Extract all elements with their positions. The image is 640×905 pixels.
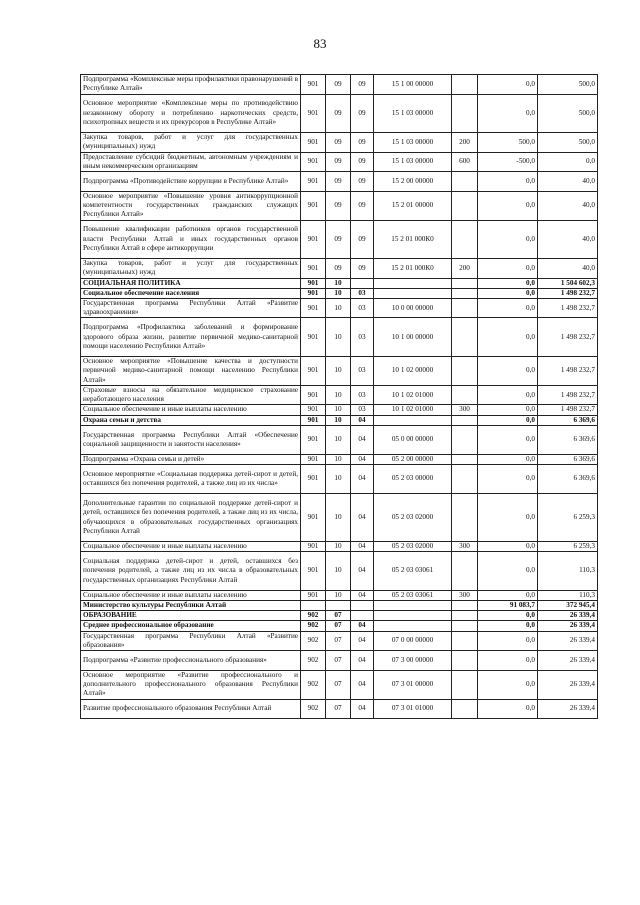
amount-total: 26 339,4 (538, 621, 598, 631)
amount-total: 40,0 (538, 172, 598, 192)
table-row (81, 631, 598, 651)
ministry-code: 901 (301, 133, 326, 153)
subsection-code: 04 (351, 699, 374, 719)
row-name: Закупка товаров, работ и услуг для государственных (муниципальных) нужд (81, 259, 301, 279)
ministry-code: 901 (301, 356, 326, 385)
target-item-code (374, 601, 452, 611)
target-item-code: 07 3 00 00000 (374, 651, 452, 671)
row-name: Государственная программа Республики Алтай «Обеспечение социальной защищенности и занятости населения» (81, 425, 301, 454)
row-name: Основное мероприятие «Комплексные меры по противодействию незаконному обороту и потреблению наркотических средств, психотропных веществ и их прекурсоров в Республике Алтай» (81, 94, 301, 133)
ministry-code: 901 (301, 454, 326, 464)
target-item-code: 15 2 01 00000 (374, 191, 452, 220)
amount-total: 26 339,4 (538, 651, 598, 671)
subsection-code: 04 (351, 542, 374, 552)
amount-change: 0,0 (478, 552, 538, 591)
section-code: 09 (326, 152, 351, 172)
row-name: Дополнительные гарантии по социальной поддержке детей-сирот и детей, оставшихся без попечения родителей, а также лиц из их числа, обучающихся в образовательных государственных организациях Республики Алтай (81, 494, 301, 542)
section-code: 09 (326, 172, 351, 192)
target-item-code (374, 278, 452, 288)
expense-type-code (452, 425, 478, 454)
ministry-code: 902 (301, 631, 326, 651)
target-item-code: 15 1 03 00000 (374, 94, 452, 133)
amount-change: 0,0 (478, 699, 538, 719)
amount-change: 0,0 (478, 651, 538, 671)
expense-type-code (452, 172, 478, 192)
subsection-code: 04 (351, 465, 374, 494)
amount-total: 372 945,4 (538, 601, 598, 611)
table-row (81, 318, 598, 357)
section-code: 09 (326, 94, 351, 133)
table-row (81, 494, 598, 542)
expense-type-code (452, 385, 478, 405)
table-row (81, 542, 598, 552)
row-name: СОЦИАЛЬНАЯ ПОЛИТИКА (81, 278, 301, 288)
section-code: 10 (326, 298, 351, 318)
table-row (81, 94, 598, 133)
amount-total: 1 504 602,3 (538, 278, 598, 288)
section-code: 10 (326, 385, 351, 405)
ministry-code: 901 (301, 94, 326, 133)
amount-change: 0,0 (478, 465, 538, 494)
subsection-code: 04 (351, 621, 374, 631)
row-name: Государственная программа Республики Алтай «Развитие образования» (81, 631, 301, 651)
ministry-code: 902 (301, 699, 326, 719)
ministry-code: 901 (301, 278, 326, 288)
row-name: Основное мероприятие «Социальная поддержка детей-сирот и детей, оставшихся без попечения родителей, а также лиц из их числа» (81, 465, 301, 494)
row-name: Повышение квалификации работников органов государственной власти Республики Алтай и иных государственных органов Республики Алтай в сфере антикоррупции (81, 220, 301, 259)
target-item-code: 05 0 00 00000 (374, 425, 452, 454)
section-code: 10 (326, 288, 351, 298)
amount-change: 0,0 (478, 542, 538, 552)
amount-total: 110,3 (538, 552, 598, 591)
target-item-code (374, 415, 452, 425)
subsection-code: 09 (351, 191, 374, 220)
subsection-code: 03 (351, 356, 374, 385)
table-row (81, 552, 598, 591)
amount-change: 0,0 (478, 356, 538, 385)
subsection-code: 09 (351, 220, 374, 259)
ministry-code: 901 (301, 220, 326, 259)
amount-total: 40,0 (538, 220, 598, 259)
section-code: 10 (326, 405, 351, 415)
target-item-code: 15 1 00 00000 (374, 75, 452, 95)
expense-type-code (452, 278, 478, 288)
section-code: 10 (326, 318, 351, 357)
target-item-code: 05 2 00 00000 (374, 454, 452, 464)
row-name: ОБРАЗОВАНИЕ (81, 611, 301, 621)
target-item-code: 05 2 03 02000 (374, 542, 452, 552)
row-name: Социальное обеспечение и иные выплаты населению (81, 542, 301, 552)
amount-change: 0,0 (478, 415, 538, 425)
ministry-code: 902 (301, 651, 326, 671)
expense-type-code (452, 415, 478, 425)
table-row (81, 601, 598, 611)
amount-total: 1 498 232,7 (538, 288, 598, 298)
amount-total: 40,0 (538, 191, 598, 220)
table-row (81, 75, 598, 95)
ministry-code: 901 (301, 552, 326, 591)
ministry-code: 901 (301, 494, 326, 542)
subsection-code (351, 611, 374, 621)
target-item-code (374, 288, 452, 298)
ministry-code: 901 (301, 75, 326, 95)
amount-change: 0,0 (478, 288, 538, 298)
section-code: 09 (326, 133, 351, 153)
subsection-code: 04 (351, 425, 374, 454)
row-name: Основное мероприятие «Повышение уровня антикоррупционной компетентности государственных гражданских служащих Республики Алтай» (81, 191, 301, 220)
row-name: Социальное обеспечение и иные выплаты населению (81, 590, 301, 600)
amount-change: 0,0 (478, 621, 538, 631)
row-name: Предоставление субсидий бюджетным, автономным учреждениям и иным некоммерческим организациям (81, 152, 301, 172)
amount-change: 0,0 (478, 220, 538, 259)
ministry-code: 902 (301, 611, 326, 621)
target-item-code: 07 3 01 00000 (374, 670, 452, 699)
expense-type-code (452, 191, 478, 220)
amount-change: 0,0 (478, 454, 538, 464)
table-row (81, 259, 598, 279)
amount-total: 110,3 (538, 590, 598, 600)
amount-change: 0,0 (478, 298, 538, 318)
amount-change: 91 083,7 (478, 601, 538, 611)
row-name: Подпрограмма «Противодействие коррупции в Республике Алтай» (81, 172, 301, 192)
ministry-code: 901 (301, 259, 326, 279)
table-row (81, 465, 598, 494)
ministry-code: 901 (301, 172, 326, 192)
section-code: 07 (326, 651, 351, 671)
table-row (81, 590, 598, 600)
amount-total: 6 369,6 (538, 425, 598, 454)
expense-type-code (452, 552, 478, 591)
target-item-code (374, 611, 452, 621)
section-code: 07 (326, 611, 351, 621)
expense-type-code (452, 621, 478, 631)
section-code: 10 (326, 278, 351, 288)
amount-change: -500,0 (478, 152, 538, 172)
row-name: Подпрограмма «Развитие профессионального образования» (81, 651, 301, 671)
expense-type-code: 300 (452, 542, 478, 552)
ministry-code: 901 (301, 465, 326, 494)
expense-type-code (452, 601, 478, 611)
amount-change: 0,0 (478, 670, 538, 699)
row-name: Охрана семьи и детства (81, 415, 301, 425)
subsection-code: 03 (351, 298, 374, 318)
ministry-code: 901 (301, 318, 326, 357)
table-row (81, 133, 598, 153)
ministry-code: 902 (301, 621, 326, 631)
ministry-code: 901 (301, 590, 326, 600)
row-name: Среднее профессиональное образование (81, 621, 301, 631)
expense-type-code (452, 288, 478, 298)
ministry-code: 901 (301, 415, 326, 425)
ministry-code: 901 (301, 191, 326, 220)
amount-change: 0,0 (478, 318, 538, 357)
expense-type-code (452, 631, 478, 651)
amount-change: 0,0 (478, 191, 538, 220)
amount-change: 0,0 (478, 494, 538, 542)
ministry-code: 901 (301, 425, 326, 454)
amount-total: 6 369,6 (538, 415, 598, 425)
amount-change: 0,0 (478, 590, 538, 600)
row-name: Министерство культуры Республики Алтай (81, 601, 301, 611)
target-item-code: 15 2 00 00000 (374, 172, 452, 192)
target-item-code: 10 1 02 01000 (374, 385, 452, 405)
section-code: 10 (326, 590, 351, 600)
expense-type-code (452, 494, 478, 542)
section-code: 10 (326, 542, 351, 552)
section-code: 07 (326, 621, 351, 631)
table-row (81, 288, 598, 298)
section-code: 09 (326, 75, 351, 95)
ministry-code: 901 (301, 385, 326, 405)
ministry-code: 901 (301, 542, 326, 552)
amount-total: 1 498 232,7 (538, 385, 598, 405)
amount-change: 0,0 (478, 172, 538, 192)
section-code: 09 (326, 220, 351, 259)
table-row (81, 152, 598, 172)
amount-change: 0,0 (478, 611, 538, 621)
subsection-code: 04 (351, 552, 374, 591)
subsection-code: 03 (351, 405, 374, 415)
section-code: 10 (326, 356, 351, 385)
table-row (81, 611, 598, 621)
subsection-code: 04 (351, 670, 374, 699)
amount-total: 1 498 232,7 (538, 298, 598, 318)
amount-total: 1 498 232,7 (538, 318, 598, 357)
subsection-code: 04 (351, 651, 374, 671)
target-item-code: 07 3 01 01000 (374, 699, 452, 719)
row-name: Подпрограмма «Комплексные меры профилактики правонарушений в Республике Алтай» (81, 75, 301, 95)
table-row (81, 278, 598, 288)
target-item-code: 15 1 03 00000 (374, 152, 452, 172)
section-code: 10 (326, 552, 351, 591)
table-row (81, 454, 598, 464)
expense-type-code: 300 (452, 405, 478, 415)
row-name: Социальное обеспечение и иные выплаты населению (81, 405, 301, 415)
ministry-code: 901 (301, 288, 326, 298)
subsection-code: 09 (351, 259, 374, 279)
amount-total: 500,0 (538, 133, 598, 153)
row-name: Социальное обеспечение населения (81, 288, 301, 298)
row-name: Закупка товаров, работ и услуг для государственных (муниципальных) нужд (81, 133, 301, 153)
section-code: 09 (326, 191, 351, 220)
amount-total: 40,0 (538, 259, 598, 279)
row-name: Государственная программа Республики Алтай «Развитие здравоохранения» (81, 298, 301, 318)
target-item-code: 15 2 01 000К0 (374, 259, 452, 279)
subsection-code: 04 (351, 590, 374, 600)
expense-type-code (452, 699, 478, 719)
section-code: 10 (326, 454, 351, 464)
target-item-code: 07 0 00 00000 (374, 631, 452, 651)
table-row (81, 670, 598, 699)
target-item-code: 10 1 00 00000 (374, 318, 452, 357)
subsection-code: 09 (351, 133, 374, 153)
section-code: 10 (326, 494, 351, 542)
ministry-code: 901 (301, 298, 326, 318)
expense-type-code (452, 651, 478, 671)
table-row (81, 651, 598, 671)
row-name: Социальная поддержка детей-сирот и детей, оставшихся без попечения родителей, а также лиц из их числа в образовательных государственных организациях Республики Алтай (81, 552, 301, 591)
target-item-code: 05 2 03 02000 (374, 494, 452, 542)
table-row (81, 699, 598, 719)
expense-type-code (452, 318, 478, 357)
target-item-code: 05 2 03 03061 (374, 590, 452, 600)
amount-change: 0,0 (478, 75, 538, 95)
subsection-code: 09 (351, 94, 374, 133)
ministry-code: 901 (301, 152, 326, 172)
subsection-code: 04 (351, 631, 374, 651)
amount-total: 6 259,3 (538, 494, 598, 542)
amount-total: 0,0 (538, 152, 598, 172)
amount-total: 1 498 232,7 (538, 405, 598, 415)
subsection-code: 09 (351, 152, 374, 172)
target-item-code: 05 2 03 00000 (374, 465, 452, 494)
table-row (81, 385, 598, 405)
expense-type-code (452, 670, 478, 699)
budget-table (80, 74, 598, 719)
table-row (81, 191, 598, 220)
ministry-code (301, 601, 326, 611)
amount-change: 0,0 (478, 385, 538, 405)
amount-total: 26 339,4 (538, 670, 598, 699)
amount-change: 0,0 (478, 405, 538, 415)
page-number: 83 (313, 36, 327, 51)
section-code: 10 (326, 425, 351, 454)
target-item-code: 10 1 02 00000 (374, 356, 452, 385)
amount-change: 0,0 (478, 259, 538, 279)
row-name: Основное мероприятие «Повышение качества и доступности первичной медико-санитарной помощи населению Республики Алтай» (81, 356, 301, 385)
expense-type-code (452, 94, 478, 133)
amount-total: 26 339,4 (538, 699, 598, 719)
subsection-code: 03 (351, 288, 374, 298)
amount-total: 500,0 (538, 75, 598, 95)
subsection-code (351, 278, 374, 288)
section-code: 10 (326, 465, 351, 494)
row-name: Развитие профессионального образования Республики Алтай (81, 699, 301, 719)
table-row (81, 356, 598, 385)
amount-change: 0,0 (478, 425, 538, 454)
subsection-code (351, 601, 374, 611)
table-row (81, 172, 598, 192)
table-row (81, 220, 598, 259)
amount-total: 26 339,4 (538, 631, 598, 651)
table-row (81, 415, 598, 425)
target-item-code: 10 0 00 00000 (374, 298, 452, 318)
ministry-code: 901 (301, 405, 326, 415)
target-item-code: 15 2 01 000К0 (374, 220, 452, 259)
amount-total: 6 369,6 (538, 465, 598, 494)
section-code (326, 601, 351, 611)
table-row (81, 298, 598, 318)
target-item-code: 10 1 02 01000 (374, 405, 452, 415)
expense-type-code (452, 75, 478, 95)
subsection-code: 03 (351, 385, 374, 405)
amount-change: 500,0 (478, 133, 538, 153)
table-row (81, 621, 598, 631)
amount-total: 500,0 (538, 94, 598, 133)
expense-type-code: 300 (452, 590, 478, 600)
subsection-code: 04 (351, 494, 374, 542)
expense-type-code: 200 (452, 259, 478, 279)
subsection-code: 09 (351, 172, 374, 192)
section-code: 10 (326, 415, 351, 425)
expense-type-code (452, 454, 478, 464)
ministry-code: 902 (301, 670, 326, 699)
target-item-code: 05 2 03 03061 (374, 552, 452, 591)
subsection-code: 09 (351, 75, 374, 95)
expense-type-code: 600 (452, 152, 478, 172)
amount-total: 1 498 232,7 (538, 356, 598, 385)
amount-total: 6 259,3 (538, 542, 598, 552)
amount-change: 0,0 (478, 631, 538, 651)
expense-type-code (452, 298, 478, 318)
expense-type-code (452, 220, 478, 259)
row-name: Подпрограмма «Охрана семьи и детей» (81, 454, 301, 464)
section-code: 09 (326, 259, 351, 279)
amount-change: 0,0 (478, 278, 538, 288)
amount-total: 26 339,4 (538, 611, 598, 621)
target-item-code: 15 1 03 00000 (374, 133, 452, 153)
table-row (81, 405, 598, 415)
row-name: Страховые взносы на обязательное медицинское страхование неработающего населения (81, 385, 301, 405)
section-code: 07 (326, 670, 351, 699)
subsection-code: 04 (351, 415, 374, 425)
target-item-code (374, 621, 452, 631)
amount-total: 6 369,6 (538, 454, 598, 464)
section-code: 07 (326, 699, 351, 719)
amount-change: 0,0 (478, 94, 538, 133)
subsection-code: 04 (351, 454, 374, 464)
expense-type-code (452, 356, 478, 385)
expense-type-code (452, 611, 478, 621)
expense-type-code (452, 465, 478, 494)
table-row (81, 425, 598, 454)
subsection-code: 03 (351, 318, 374, 357)
row-name: Основное мероприятие «Развитие профессионального и дополнительного профессионального образования Республики Алтай» (81, 670, 301, 699)
section-code: 07 (326, 631, 351, 651)
row-name: Подпрограмма «Профилактика заболеваний и формирование здорового образа жизни, развитие первичной медико-санитарной помощи населению Республики Алтай» (81, 318, 301, 357)
expense-type-code: 200 (452, 133, 478, 153)
